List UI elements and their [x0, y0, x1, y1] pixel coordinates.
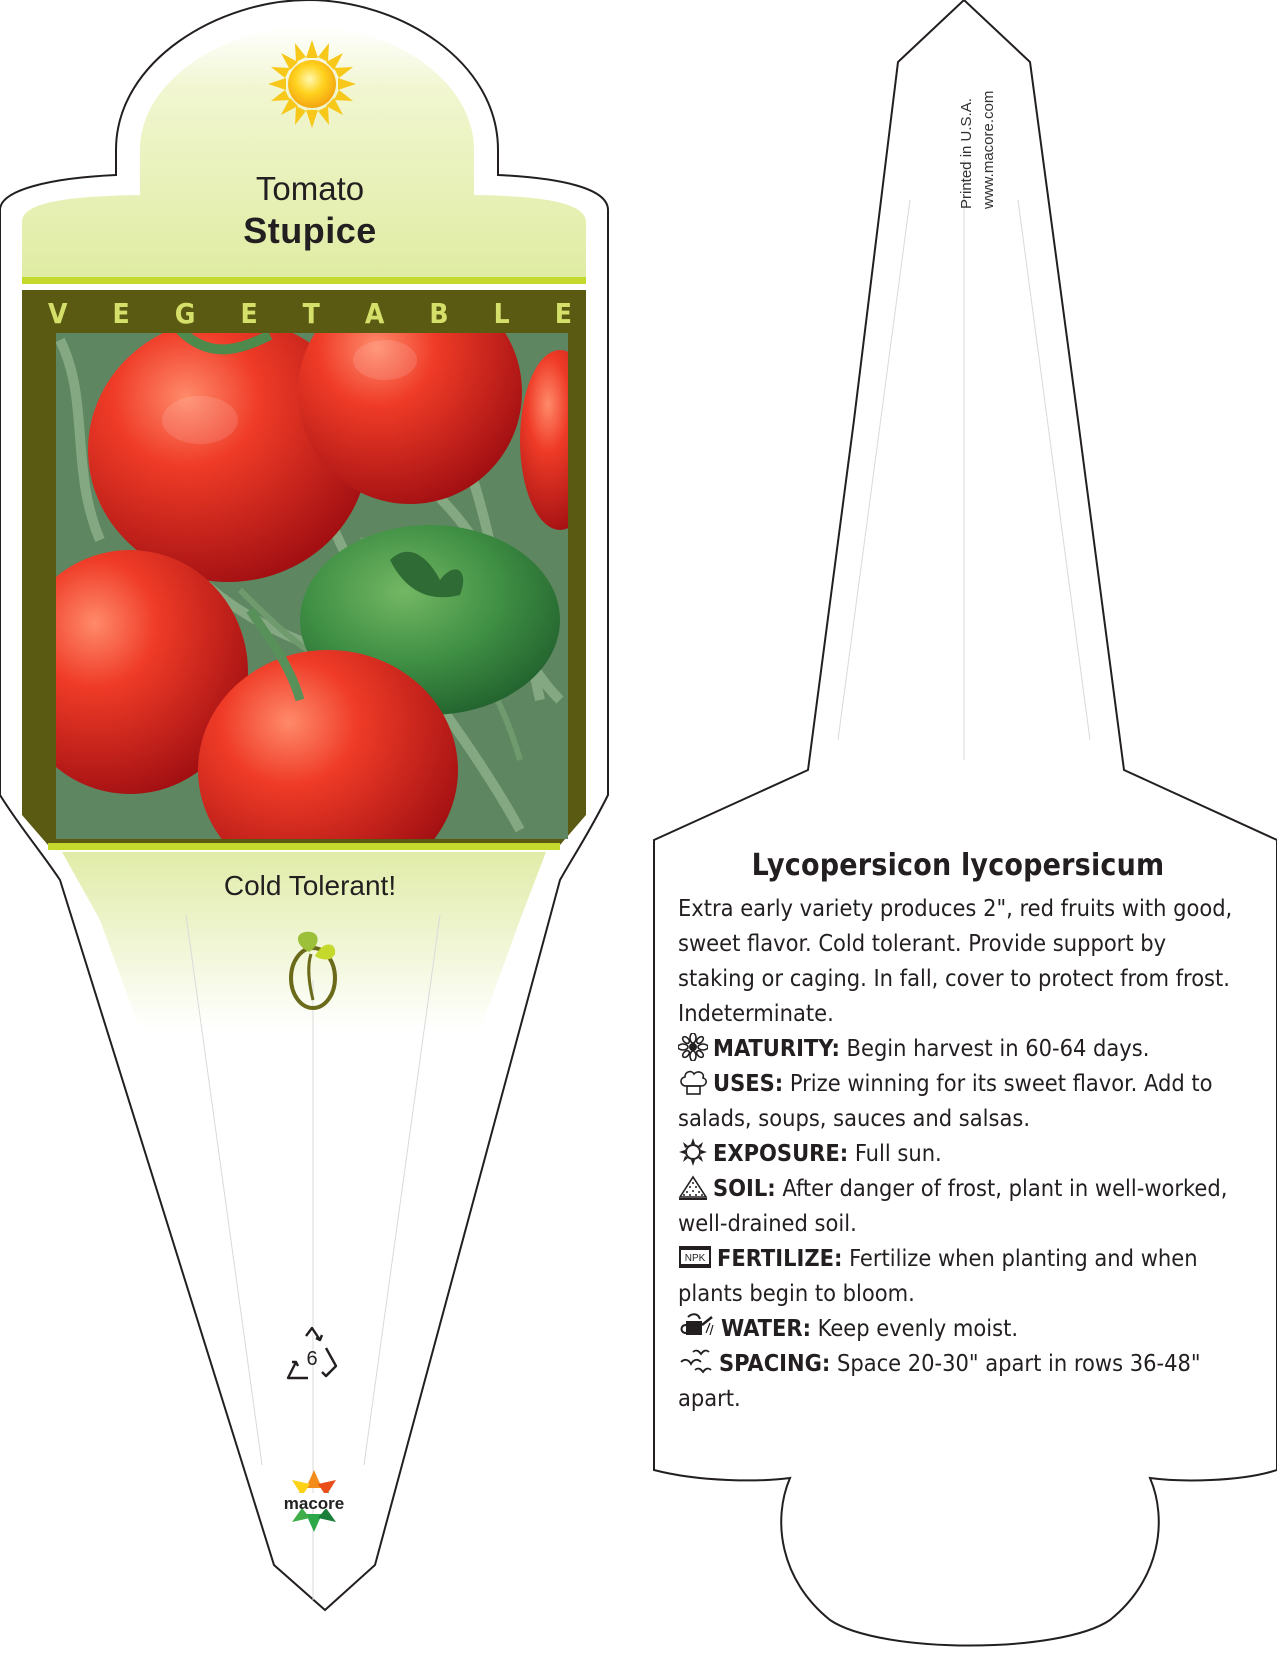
care-item-exposure	[678, 1136, 1238, 1171]
category-letter: V	[48, 297, 68, 330]
scientific-name: Lycopersicon lycopersicum	[751, 848, 1165, 883]
brand-logo-text: macore	[283, 1494, 345, 1513]
care-label: EXPOSURE:	[713, 1139, 849, 1167]
category-banner	[48, 297, 572, 330]
care-item-water	[678, 1311, 1238, 1346]
npk-icon-text: NPK	[684, 1253, 706, 1264]
website-url: www.macore.com	[980, 90, 997, 209]
care-text: Fertilize when planting and when plants begin to bloom.	[678, 1244, 1198, 1307]
care-text: Space 20-30" apart in rows 36-48" apart.	[678, 1349, 1201, 1412]
care-label: SOIL:	[713, 1174, 776, 1202]
birds-spacing-icon	[678, 1348, 714, 1376]
category-letter: A	[364, 297, 385, 330]
sun-outline-icon	[678, 1138, 708, 1166]
care-item-maturity	[678, 1031, 1238, 1066]
plant-description: Extra early variety produces 2", red fruits with good, sweet flavor. Cold tolerant. Provide support by staking or caging. In fall, cover to protect from frost. Indeterminate.	[678, 894, 1233, 1027]
care-instructions	[678, 848, 1238, 1416]
category-letter: G	[174, 297, 196, 330]
care-label: MATURITY:	[713, 1034, 840, 1062]
category-letter: L	[493, 297, 510, 330]
care-text: Begin harvest in 60-64 days.	[839, 1034, 1150, 1062]
care-label: USES:	[713, 1069, 784, 1097]
tomato-photo	[12, 280, 600, 890]
category-letter: E	[112, 297, 130, 330]
care-item-soil	[678, 1171, 1238, 1241]
category-letter: B	[429, 297, 449, 330]
watering-can-icon	[678, 1313, 716, 1341]
care-item-uses	[678, 1066, 1238, 1136]
chef-hat-icon	[678, 1068, 708, 1096]
recycle-code: 6	[306, 1348, 318, 1370]
care-label: FERTILIZE:	[717, 1244, 843, 1272]
care-item-fertilize	[678, 1241, 1238, 1311]
care-label: WATER:	[721, 1314, 811, 1342]
care-text: Prize winning for its sweet flavor. Add to salads, soups, sauces and salsas.	[678, 1069, 1213, 1132]
plant-variety-name: Stupice	[243, 210, 377, 251]
category-letter: T	[302, 297, 320, 330]
sun-icon	[268, 40, 356, 128]
care-label: SPACING:	[719, 1349, 831, 1377]
feature-callout: Cold Tolerant!	[223, 870, 397, 901]
category-letter: E	[240, 297, 258, 330]
care-text: Full sun.	[848, 1139, 942, 1167]
flower-icon	[678, 1033, 708, 1061]
npk-icon	[678, 1243, 712, 1271]
category-letter: E	[554, 297, 572, 330]
care-text: Keep evenly moist.	[811, 1314, 1019, 1342]
soil-pile-icon	[678, 1173, 708, 1201]
care-text: After danger of frost, plant in well-worked, well-drained soil.	[678, 1174, 1228, 1237]
care-item-spacing	[678, 1346, 1238, 1416]
printed-in-text: Printed in U.S.A.	[958, 98, 975, 209]
plant-common-name: Tomato	[255, 170, 365, 207]
